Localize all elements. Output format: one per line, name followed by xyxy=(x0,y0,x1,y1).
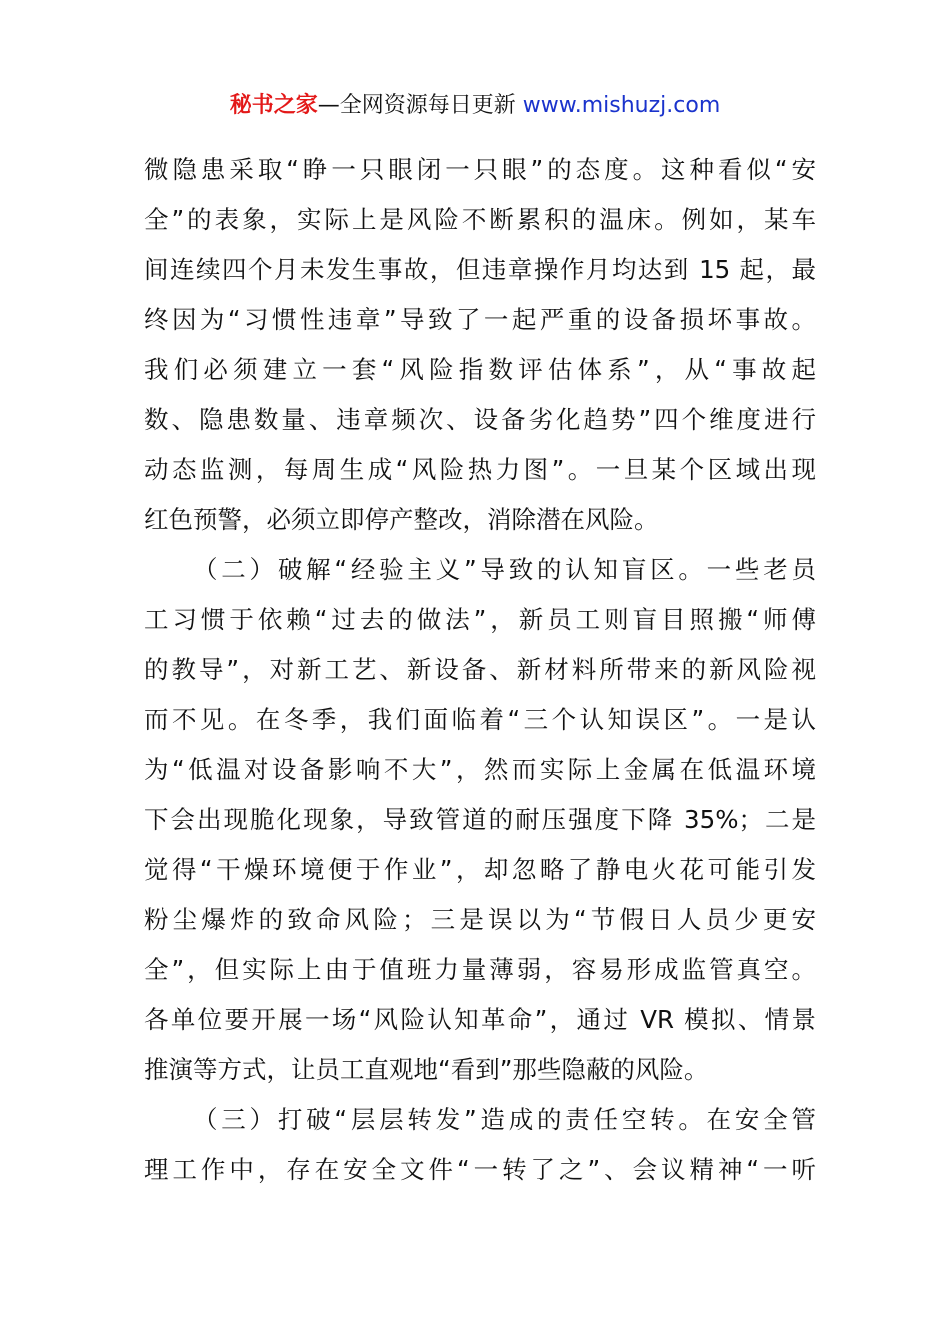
text-line: 理工作中，存在安全文件“一转了之”、会议精神“一听 xyxy=(144,1155,816,1184)
text-line: 的教导”，对新工艺、新设备、新材料所带来的新风险视 xyxy=(144,655,816,684)
header-tagline: —全网资源每日更新 xyxy=(317,93,523,118)
section-heading-line: （二）破解“经验主义”导致的认知盲区。一些老员 xyxy=(193,555,816,584)
document-body xyxy=(144,145,816,1195)
text-line: 觉得“干燥环境便于作业”，却忽略了静电火花可能引发 xyxy=(144,855,816,884)
text-line: 工习惯于依赖“过去的做法”，新员工则盲目照搬“师傅 xyxy=(144,605,816,634)
text-line: 红色预警，必须立即停产整改，消除潜在风险。 xyxy=(144,505,659,534)
text-line: 下会出现脆化现象，导致管道的耐压强度下降 35%；二是 xyxy=(144,805,816,834)
section-heading-line: （三）打破“层层转发”造成的责任空转。在安全管 xyxy=(193,1105,816,1134)
text-line: 推演等方式，让员工直观地“看到”那些隐蔽的风险。 xyxy=(144,1055,709,1084)
text-line: 动态监测，每周生成“风险热力图”。一旦某个区域出现 xyxy=(144,455,816,484)
text-line: 全”，但实际上由于值班力量薄弱，容易形成监管真空。 xyxy=(144,955,816,984)
text-line: 终因为“习惯性违章”导致了一起严重的设备损坏事故。 xyxy=(144,305,816,334)
text-line: 间连续四个月未发生事故，但违章操作月均达到 15 起，最 xyxy=(144,255,816,284)
text-line: 粉尘爆炸的致命风险；三是误以为“节假日人员少更安 xyxy=(144,905,816,934)
text-line: 微隐患采取“睁一只眼闭一只眼”的态度。这种看似“安 xyxy=(144,155,816,184)
text-line: 我们必须建立一套“风险指数评估体系”，从“事故起 xyxy=(144,355,816,384)
text-line: 全”的表象，实际上是风险不断累积的温床。例如，某车 xyxy=(144,205,816,234)
brand-name: 秘书之家 xyxy=(229,93,318,118)
text-line: 数、隐患数量、违章频次、设备劣化趋势”四个维度进行 xyxy=(144,405,816,434)
site-header xyxy=(0,86,950,126)
text-line: 为“低温对设备影响不大”，然而实际上金属在低温环境 xyxy=(144,755,816,784)
site-url-link[interactable]: www.mishuzj.com xyxy=(522,93,721,118)
text-line: 各单位要开展一场“风险认知革命”，通过 VR 模拟、情景 xyxy=(144,1005,816,1034)
text-line: 而不见。在冬季，我们面临着“三个认知误区”。一是认 xyxy=(144,705,816,734)
